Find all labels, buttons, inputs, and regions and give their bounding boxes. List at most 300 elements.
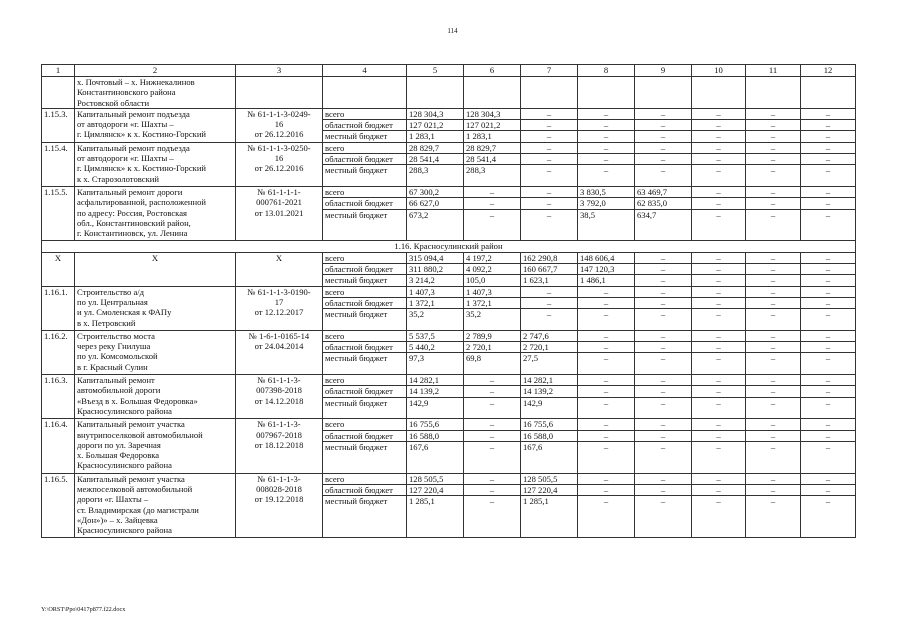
funding-value: 1 372,1 [464, 297, 521, 308]
x-marker: X [75, 252, 236, 286]
item-name-line: дороги «г. Шахты – [77, 494, 149, 505]
table-row [42, 108, 856, 119]
funding-value: – [692, 297, 746, 308]
funding-value: – [635, 430, 692, 441]
funding-value: – [746, 441, 801, 473]
funding-value: – [692, 330, 746, 341]
funding-value: – [464, 209, 521, 241]
item-name-line: по адресу: Россия, Ростовская [77, 207, 187, 218]
table-row [42, 142, 856, 153]
funding-value: – [746, 353, 801, 375]
funding-value: – [578, 342, 635, 353]
funding-value: – [635, 353, 692, 375]
funding-value: – [635, 397, 692, 419]
funding-value: – [692, 430, 746, 441]
funding-value: 4 197,2 [464, 252, 521, 263]
funding-value: – [801, 309, 856, 331]
funding-value: – [635, 484, 692, 495]
funding-value: – [635, 419, 692, 430]
funding-value: 127 021,2 [464, 120, 521, 131]
funding-value: – [521, 286, 578, 297]
funding-value: 28 829,7 [464, 142, 521, 153]
funding-value: – [746, 286, 801, 297]
funding-value: 5 440,2 [407, 342, 464, 353]
funding-value: – [746, 330, 801, 341]
funding-value: – [578, 297, 635, 308]
funding-value: 1 623,1 [521, 275, 578, 286]
item-name-line: г. Цимлянск» к х. Костино-Горский [77, 129, 207, 140]
funding-value: 1 407,3 [407, 286, 464, 297]
funding-value: 1 372,1 [407, 297, 464, 308]
empty-cell [464, 77, 521, 109]
funding-value: – [746, 484, 801, 495]
funding-value: – [635, 142, 692, 153]
funding-value: – [801, 142, 856, 153]
funding-value: 97,3 [407, 353, 464, 375]
funding-value: – [801, 286, 856, 297]
funding-value: – [464, 441, 521, 473]
funding-value: – [635, 297, 692, 308]
funding-value: 4 092,2 [464, 264, 521, 275]
column-number-5: 5 [407, 65, 464, 77]
column-number-10: 10 [692, 65, 746, 77]
funding-value: – [746, 154, 801, 165]
item-document [236, 108, 323, 142]
funding-value: 3 214,2 [407, 275, 464, 286]
funding-value: 16 755,6 [407, 419, 464, 430]
funding-value: – [692, 264, 746, 275]
item-id: 1.15.5. [42, 186, 75, 240]
funding-value: – [801, 430, 856, 441]
table-row [42, 330, 856, 341]
item-document [236, 375, 323, 419]
budget-source: всего [323, 108, 407, 119]
budget-source: областной бюджет [323, 120, 407, 131]
budget-source: всего [323, 375, 407, 386]
funding-value: – [746, 473, 801, 484]
funding-value: – [692, 441, 746, 473]
funding-value: – [692, 353, 746, 375]
funding-value: 162 290,8 [521, 252, 578, 263]
item-document-line: № 61-1-1-3- [257, 419, 301, 430]
section-header-row [42, 241, 856, 252]
item-document-line: № 61-1-1-3-0190- [247, 286, 311, 297]
program-table [41, 64, 856, 538]
empty-cell [692, 77, 746, 109]
funding-value: – [746, 131, 801, 142]
item-name [75, 77, 236, 109]
funding-value: 288,3 [464, 165, 521, 187]
item-document-line: № 61-1-1-3- [257, 473, 301, 484]
funding-value: 66 627,0 [407, 198, 464, 209]
funding-value: – [801, 386, 856, 397]
empty-cell [521, 77, 578, 109]
funding-value: – [801, 484, 856, 495]
funding-value: 2 747,6 [521, 330, 578, 341]
funding-value: – [746, 496, 801, 538]
item-document-line: 16 [274, 119, 284, 130]
funding-value: – [521, 131, 578, 142]
funding-value: – [801, 120, 856, 131]
budget-source: местный бюджет [323, 165, 407, 187]
funding-value: – [578, 330, 635, 341]
funding-value: – [692, 375, 746, 386]
funding-value: – [746, 275, 801, 286]
funding-value: – [692, 419, 746, 430]
budget-source: местный бюджет [323, 131, 407, 142]
item-document-line: 000761-2021 [256, 197, 302, 208]
funding-value: 127 021,2 [407, 120, 464, 131]
funding-value: 160 667,7 [521, 264, 578, 275]
funding-value: – [578, 108, 635, 119]
funding-value: 288,3 [407, 165, 464, 187]
item-document [236, 186, 323, 240]
empty-cell [578, 77, 635, 109]
funding-value: 27,5 [521, 353, 578, 375]
funding-value: – [692, 209, 746, 241]
funding-value: – [578, 142, 635, 153]
item-name-line: г. Цимлянск» к х. Костино-Горский [77, 163, 207, 174]
funding-value: 1 283,1 [407, 131, 464, 142]
funding-value: 1 285,1 [521, 496, 578, 538]
item-name [75, 286, 236, 330]
budget-source: всего [323, 286, 407, 297]
funding-value: – [578, 375, 635, 386]
funding-value: – [635, 264, 692, 275]
funding-value: – [521, 108, 578, 119]
funding-value: – [746, 142, 801, 153]
funding-value: – [578, 286, 635, 297]
funding-value: – [578, 419, 635, 430]
column-number-9: 9 [635, 65, 692, 77]
column-number-7: 7 [521, 65, 578, 77]
funding-value: 35,2 [464, 309, 521, 331]
item-name-line: по ул. Комсомольской [77, 351, 158, 362]
item-document-line: № 61-1-1-3-0250- [247, 142, 311, 153]
funding-value: – [635, 286, 692, 297]
item-name-line: Красносулинского района [77, 460, 172, 471]
budget-source: местный бюджет [323, 309, 407, 331]
funding-value: – [746, 309, 801, 331]
funding-value: 142,9 [407, 397, 464, 419]
item-document-line: от 26.12.2016 [254, 129, 304, 140]
funding-value: 1 285,1 [407, 496, 464, 538]
item-name [75, 142, 236, 186]
page-number: 114 [447, 27, 458, 35]
funding-value: – [746, 342, 801, 353]
item-name-line: к х. Старозолотовский [77, 173, 159, 184]
column-number-12: 12 [801, 65, 856, 77]
item-name-line: обл., Константиновский район, [77, 217, 191, 228]
funding-value: 16 588,0 [407, 430, 464, 441]
section-title: 1.16. Красносулинский район [42, 241, 856, 252]
funding-value: – [635, 131, 692, 142]
funding-value: 28 829,7 [407, 142, 464, 153]
funding-value: 63 469,7 [635, 186, 692, 197]
item-document [236, 473, 323, 538]
funding-value: 1 486,1 [578, 275, 635, 286]
funding-value: – [464, 496, 521, 538]
funding-value: – [578, 165, 635, 187]
budget-source: всего [323, 419, 407, 430]
budget-source: всего [323, 473, 407, 484]
item-document-line: 17 [274, 296, 284, 307]
funding-value: – [801, 186, 856, 197]
funding-value: 315 094,4 [407, 252, 464, 263]
item-document [236, 330, 323, 374]
budget-source: местный бюджет [323, 496, 407, 538]
funding-value: – [746, 108, 801, 119]
funding-value: – [464, 397, 521, 419]
budget-source: всего [323, 142, 407, 153]
funding-value: 673,2 [407, 209, 464, 241]
item-name-line: х. Почтовый – х. Нижнекалинов [77, 77, 195, 87]
funding-value: – [464, 484, 521, 495]
funding-value: – [801, 496, 856, 538]
funding-value: – [692, 496, 746, 538]
item-name-line: Красносулинского района [77, 525, 172, 536]
funding-value: – [692, 309, 746, 331]
item-document [236, 286, 323, 330]
empty-cell [801, 77, 856, 109]
item-name [75, 375, 236, 419]
item-id-cell [42, 77, 75, 109]
item-name-line: «Въезд в х. Большая Федоровка» [77, 395, 198, 406]
funding-value: – [746, 198, 801, 209]
item-document [236, 142, 323, 186]
funding-value: – [635, 496, 692, 538]
item-document-line: от 12.12.2017 [254, 307, 304, 318]
funding-value: – [635, 473, 692, 484]
column-number-row [42, 65, 856, 77]
x-marker: X [42, 252, 75, 286]
funding-value: – [464, 186, 521, 197]
funding-value: – [464, 386, 521, 397]
section-total-row [42, 252, 856, 263]
funding-value: – [801, 297, 856, 308]
funding-value: – [635, 154, 692, 165]
funding-value: – [801, 108, 856, 119]
column-number-3: 3 [236, 65, 323, 77]
item-name-line: дороги по ул. Заречная [77, 439, 161, 450]
funding-value: – [635, 252, 692, 263]
funding-value: – [692, 165, 746, 187]
item-name-line: х. Большая Федоровка [77, 450, 160, 461]
funding-value: – [746, 397, 801, 419]
funding-value: 2 720,1 [464, 342, 521, 353]
funding-value: 128 505,5 [407, 473, 464, 484]
funding-value: – [801, 198, 856, 209]
item-name-line: Константиновского района [77, 87, 176, 98]
item-name-line: Капитальный ремонт подъезда [77, 142, 190, 153]
item-document-line: от 13.01.2021 [254, 207, 304, 218]
funding-value: – [464, 419, 521, 430]
table-row [42, 375, 856, 386]
funding-value: – [692, 120, 746, 131]
item-document [236, 419, 323, 473]
funding-value: – [801, 473, 856, 484]
funding-value: – [578, 154, 635, 165]
funding-value: – [801, 154, 856, 165]
item-name-line: Капитальный ремонт [77, 375, 155, 386]
funding-value: – [521, 198, 578, 209]
funding-value: – [578, 484, 635, 495]
funding-value: – [801, 397, 856, 419]
item-id: 1.16.5. [42, 473, 75, 538]
funding-value: – [801, 342, 856, 353]
empty-cell [323, 77, 407, 109]
item-name-line: межпоселковой автомобильной [77, 483, 193, 494]
funding-value: 128 304,3 [407, 108, 464, 119]
funding-value: – [635, 108, 692, 119]
item-document-line: 008028-2018 [256, 483, 302, 494]
item-id: 1.16.3. [42, 375, 75, 419]
item-document-line: от 19.12.2018 [254, 494, 304, 505]
funding-value: 167,6 [521, 441, 578, 473]
funding-value: 62 835,0 [635, 198, 692, 209]
item-name-line: от автодороги «г. Шахты – [77, 119, 174, 130]
funding-value: 142,9 [521, 397, 578, 419]
item-id: 1.15.4. [42, 142, 75, 186]
funding-value: – [746, 120, 801, 131]
funding-value: 1 407,3 [464, 286, 521, 297]
item-document-line: № 1-6-1-0165-14 [248, 330, 310, 341]
funding-value: – [578, 353, 635, 375]
item-document-line: 007967-2018 [256, 429, 302, 440]
budget-source: областной бюджет [323, 484, 407, 495]
funding-value: – [692, 186, 746, 197]
table-row [42, 419, 856, 430]
funding-value: – [692, 386, 746, 397]
funding-value: – [578, 397, 635, 419]
item-name-line: через реку Гнилуша [77, 341, 151, 352]
budget-source: всего [323, 186, 407, 197]
item-id: 1.15.3. [42, 108, 75, 142]
funding-value: – [692, 252, 746, 263]
budget-source: местный бюджет [323, 209, 407, 241]
funding-value: – [692, 286, 746, 297]
item-document-line: № 61-1-1-1- [257, 186, 301, 197]
funding-value: 16 588,0 [521, 430, 578, 441]
funding-value: – [801, 165, 856, 187]
funding-value: – [521, 165, 578, 187]
funding-value: – [746, 297, 801, 308]
item-id: 1.16.4. [42, 419, 75, 473]
funding-value: – [746, 386, 801, 397]
file-path-footer: Y:\ORST\Ppo\0417p877.f22.docx [41, 606, 126, 613]
item-name-line: Капитальный ремонт дороги [77, 186, 183, 197]
funding-value: – [635, 120, 692, 131]
item-document-line: от 24.04.2014 [254, 341, 304, 352]
funding-value: 14 282,1 [521, 375, 578, 386]
funding-value: – [692, 131, 746, 142]
funding-value: – [578, 430, 635, 441]
item-name-line: от автодороги «г. Шахты – [77, 153, 174, 164]
funding-value: – [801, 252, 856, 263]
funding-value: – [692, 154, 746, 165]
funding-value: 28 541,4 [464, 154, 521, 165]
budget-source: областной бюджет [323, 198, 407, 209]
funding-value: – [521, 186, 578, 197]
funding-value: 14 139,2 [521, 386, 578, 397]
funding-value: – [578, 309, 635, 331]
funding-value: – [746, 430, 801, 441]
funding-value: – [635, 441, 692, 473]
funding-value: 35,2 [407, 309, 464, 331]
budget-source: областной бюджет [323, 342, 407, 353]
budget-source: областной бюджет [323, 430, 407, 441]
funding-value: – [635, 342, 692, 353]
funding-value: – [692, 473, 746, 484]
empty-cell [236, 77, 323, 109]
funding-value: – [801, 375, 856, 386]
funding-value: – [521, 120, 578, 131]
item-name-line: внутрипоселковой автомобильной [77, 429, 203, 440]
funding-value: – [801, 131, 856, 142]
item-name [75, 330, 236, 374]
item-name-line: и ул. Смоленская к ФАПу [77, 307, 172, 318]
funding-value: – [692, 275, 746, 286]
funding-value: – [801, 209, 856, 241]
funding-value: – [578, 473, 635, 484]
item-name-line: Строительство моста [77, 330, 155, 341]
item-name-line: «Дон»)» – х. Зайцевка [77, 514, 158, 525]
item-name-line: по ул. Центральная [77, 296, 148, 307]
funding-value: – [746, 165, 801, 187]
item-name-line: в г. Красный Сулин [77, 361, 148, 372]
funding-value: – [692, 484, 746, 495]
funding-value: – [746, 264, 801, 275]
funding-value: – [464, 198, 521, 209]
funding-value: 105,0 [464, 275, 521, 286]
funding-value: – [521, 209, 578, 241]
funding-value: 127 220,4 [407, 484, 464, 495]
funding-value: 16 755,6 [521, 419, 578, 430]
funding-value: – [521, 142, 578, 153]
item-document-line: № 61-1-1-3- [257, 375, 301, 386]
funding-value: – [801, 419, 856, 430]
funding-value: – [692, 198, 746, 209]
item-document-line: от 18.12.2018 [254, 439, 304, 450]
budget-source: местный бюджет [323, 441, 407, 473]
funding-value: – [801, 353, 856, 375]
item-name-line: Капитальный ремонт участка [77, 419, 185, 430]
budget-source: областной бюджет [323, 154, 407, 165]
funding-value: – [635, 386, 692, 397]
item-name-line: ст. Владимирская (до магистрали [77, 504, 199, 515]
funding-value: – [692, 342, 746, 353]
item-name-line: Капитальный ремонт подъезда [77, 108, 190, 119]
item-id: 1.16.2. [42, 330, 75, 374]
x-marker: X [236, 252, 323, 286]
funding-value: 2 720,1 [521, 342, 578, 353]
item-document-line: № 61-1-1-3-0249- [247, 108, 311, 119]
funding-value: 14 139,2 [407, 386, 464, 397]
funding-value: – [578, 120, 635, 131]
funding-value: – [521, 309, 578, 331]
empty-cell [635, 77, 692, 109]
funding-value: – [801, 330, 856, 341]
funding-value: – [635, 330, 692, 341]
column-number-6: 6 [464, 65, 521, 77]
funding-value: 3 792,0 [578, 198, 635, 209]
item-document-line: от 14.12.2018 [254, 395, 304, 406]
funding-value: – [578, 386, 635, 397]
funding-value: – [692, 108, 746, 119]
funding-value: 2 789,9 [464, 330, 521, 341]
funding-value: – [578, 496, 635, 538]
funding-value: – [746, 209, 801, 241]
